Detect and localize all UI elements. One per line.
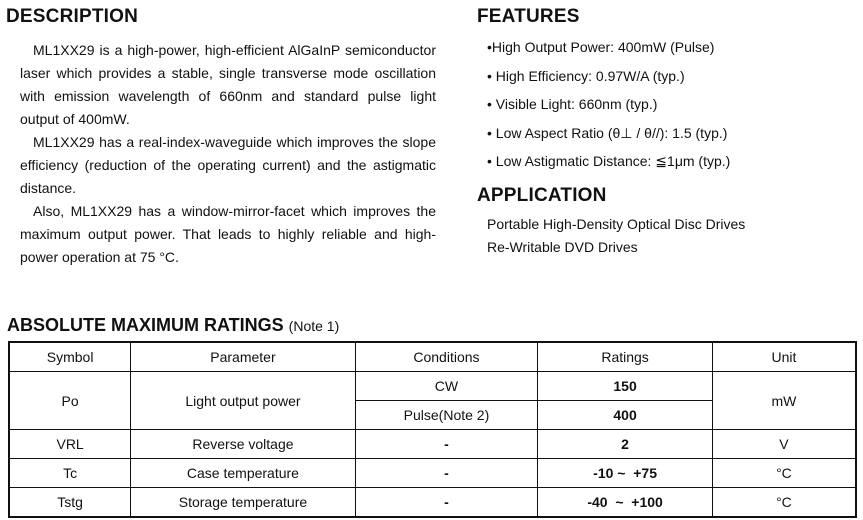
cell-symbol: Po: [9, 372, 131, 430]
feature-item: • Low Aspect Ratio (θ⊥ / θ//): 1.5 (typ.): [487, 124, 728, 141]
application-item: Portable High-Density Optical Disc Drives: [487, 216, 746, 232]
cell-rating: 150: [538, 372, 713, 401]
cell-unit: mW: [712, 372, 856, 430]
cell-unit: °C: [712, 488, 856, 518]
ratings-table: [8, 341, 857, 518]
header-ratings: Ratings: [538, 342, 713, 372]
cell-condition: -: [355, 430, 538, 459]
cell-condition: -: [355, 459, 538, 488]
feature-item: •High Output Power: 400mW (Pulse): [487, 39, 715, 55]
application-heading: APPLICATION: [477, 185, 607, 206]
cell-unit: °C: [712, 459, 856, 488]
table-header-row: [9, 342, 856, 372]
description-paragraph: ML1XX29 is a high-power, high-efficient AlGaInP semiconductor laser which provides a stable, single transverse mode oscillation with emission wavelength of 660nm and standard pulse light output of 400mW.: [20, 42, 436, 127]
cell-symbol: Tstg: [9, 488, 131, 518]
ratings-title: [7, 315, 339, 336]
table-row: [9, 430, 856, 459]
cell-condition: CW: [355, 372, 538, 401]
description-paragraph: Also, ML1XX29 has a window-mirror-facet which improves the maximum output power. That leads to highly reliable and high-power operation at 75 °C.: [20, 203, 436, 265]
table-row: [9, 372, 856, 401]
ratings-note: (Note 1): [288, 318, 340, 334]
header-unit: Unit: [712, 342, 856, 372]
feature-item: • Low Astigmatic Distance: ≦1μm (typ.): [487, 153, 731, 169]
application-item: Re-Writable DVD Drives: [487, 239, 638, 255]
features-heading: FEATURES: [477, 6, 580, 27]
cell-condition: Pulse(Note 2): [355, 401, 538, 430]
cell-parameter: Reverse voltage: [131, 430, 355, 459]
feature-item: • Visible Light: 660nm (typ.): [487, 96, 658, 112]
cell-unit: V: [712, 430, 856, 459]
cell-rating: -10 ~ +75: [538, 459, 713, 488]
table-row: [9, 459, 856, 488]
description-heading: DESCRIPTION: [6, 6, 139, 27]
cell-condition: -: [355, 488, 538, 518]
cell-rating: 2: [538, 430, 713, 459]
description-paragraph: ML1XX29 has a real-index-waveguide which improves the slope efficiency (reduction of the operating current) and the astigmatic distance.: [20, 134, 436, 196]
header-parameter: Parameter: [131, 342, 355, 372]
ratings-title-text: ABSOLUTE MAXIMUM RATINGS: [7, 315, 284, 335]
description-text: [20, 39, 436, 269]
features-list: [487, 37, 730, 180]
cell-symbol: VRL: [9, 430, 131, 459]
cell-rating: 400: [538, 401, 713, 430]
application-list: [487, 213, 745, 259]
cell-rating: -40 ~ +100: [538, 488, 713, 518]
cell-symbol: Tc: [9, 459, 131, 488]
table-row: [9, 488, 856, 518]
cell-parameter: Case temperature: [131, 459, 355, 488]
header-symbol: Symbol: [9, 342, 131, 372]
feature-item: • High Efficiency: 0.97W/A (typ.): [487, 67, 685, 84]
cell-parameter: Storage temperature: [131, 488, 355, 518]
header-conditions: Conditions: [355, 342, 538, 372]
cell-parameter: Light output power: [131, 372, 355, 430]
